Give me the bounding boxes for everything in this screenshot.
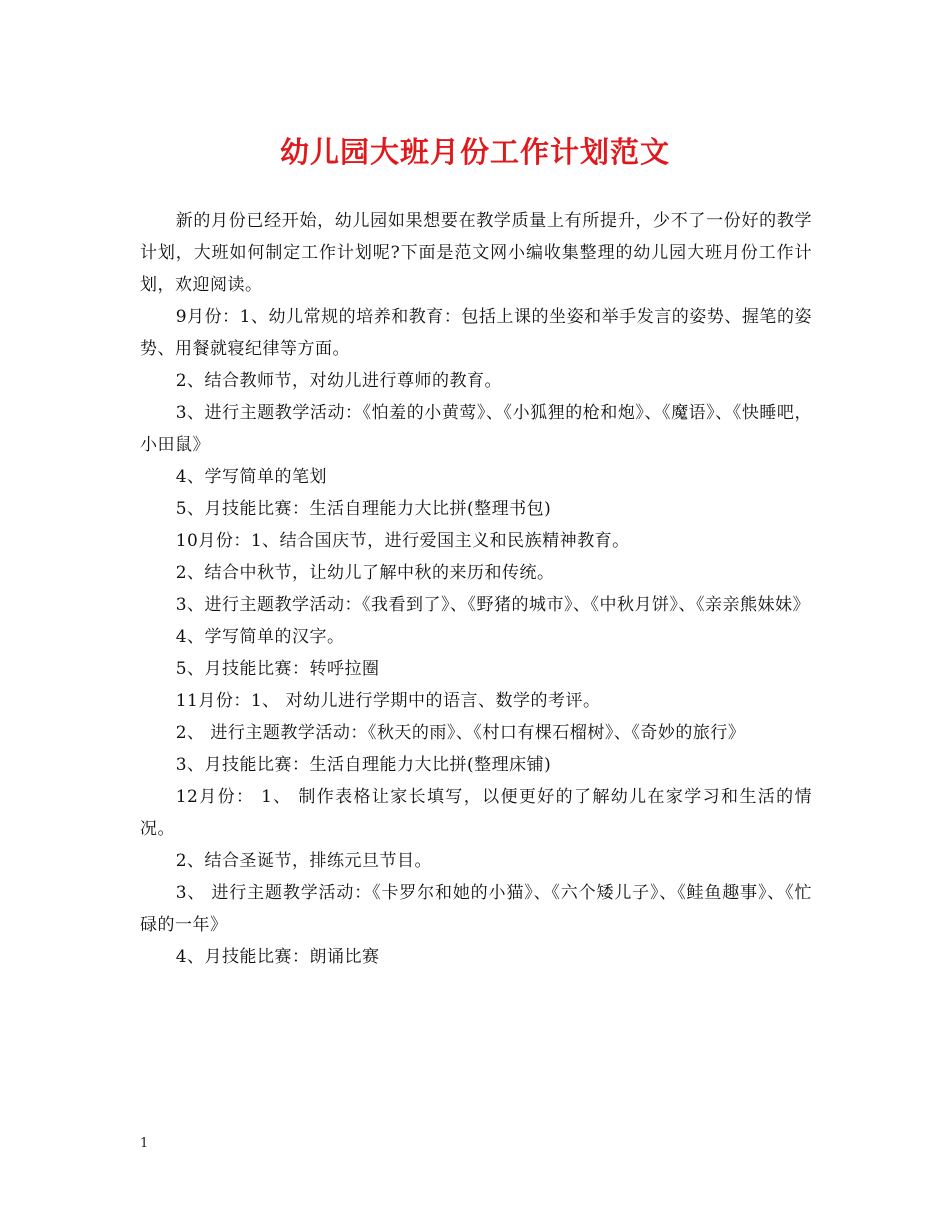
december-item-4: 4、月技能比赛：朗诵比赛 (175, 947, 380, 967)
september-item-2: 2、结合教师节，对幼儿进行尊师的教育。 (175, 371, 503, 391)
page-number: 1 (140, 1136, 149, 1151)
november-item-1: 11月份：1、 对幼儿进行学期中的语言、数学的考评。 (175, 691, 601, 711)
december-item-1: 12月份： 1、 制作表格让家长填写，以便更好的了解幼儿在家学习和生活的情况。 (140, 787, 812, 839)
document-body (140, 205, 812, 973)
intro-paragraph: 新的月份已经开始，幼儿园如果想要在教学质量上有所提升，少不了一份好的教学计划，大班如何制定工作计划呢?下面是范文网小编收集整理的幼儿园大班月份工作计划，欢迎阅读。 (140, 211, 812, 295)
document-title: 幼儿园大班月份工作计划范文 (279, 135, 670, 169)
december-item-2: 2、结合圣诞节，排练元旦节目。 (175, 851, 433, 871)
october-item-2: 2、结合中秋节，让幼儿了解中秋的来历和传统。 (175, 563, 555, 583)
december-item-3: 3、 进行主题教学活动：《卡罗尔和她的小猫》、《六个矮儿子》、《鲑鱼趣事》、《忙碌的一年》 (140, 883, 812, 935)
october-item-4: 4、学写简单的汉字。 (175, 627, 345, 647)
october-item-3: 3、进行主题教学活动：《我看到了》、《野猪的城市》、《中秋月饼》、《亲亲熊妹妹》 (175, 595, 811, 615)
october-item-5: 5、月技能比赛：转呼拉圈 (175, 659, 380, 679)
september-item-4: 4、学写简单的笔划 (175, 467, 328, 487)
october-item-1: 10月份：1、结合国庆节，进行爱国主义和民族精神教育。 (175, 531, 630, 551)
september-item-5: 5、月技能比赛：生活自理能力大比拼(整理书包) (175, 499, 552, 519)
november-item-3: 3、月技能比赛：生活自理能力大比拼(整理床铺) (175, 755, 552, 775)
september-item-1: 9月份：1、幼儿常规的培养和教育：包括上课的坐姿和举手发言的姿势、握笔的姿势、用餐就寝纪律等方面。 (140, 307, 812, 359)
november-item-2: 2、 进行主题教学活动：《秋天的雨》、《村口有棵石榴树》、《奇妙的旅行》 (175, 723, 746, 743)
september-item-3: 3、进行主题教学活动：《怕羞的小黄莺》、《小狐狸的枪和炮》、《魔语》、《快睡吧，小田鼠》 (140, 403, 812, 455)
